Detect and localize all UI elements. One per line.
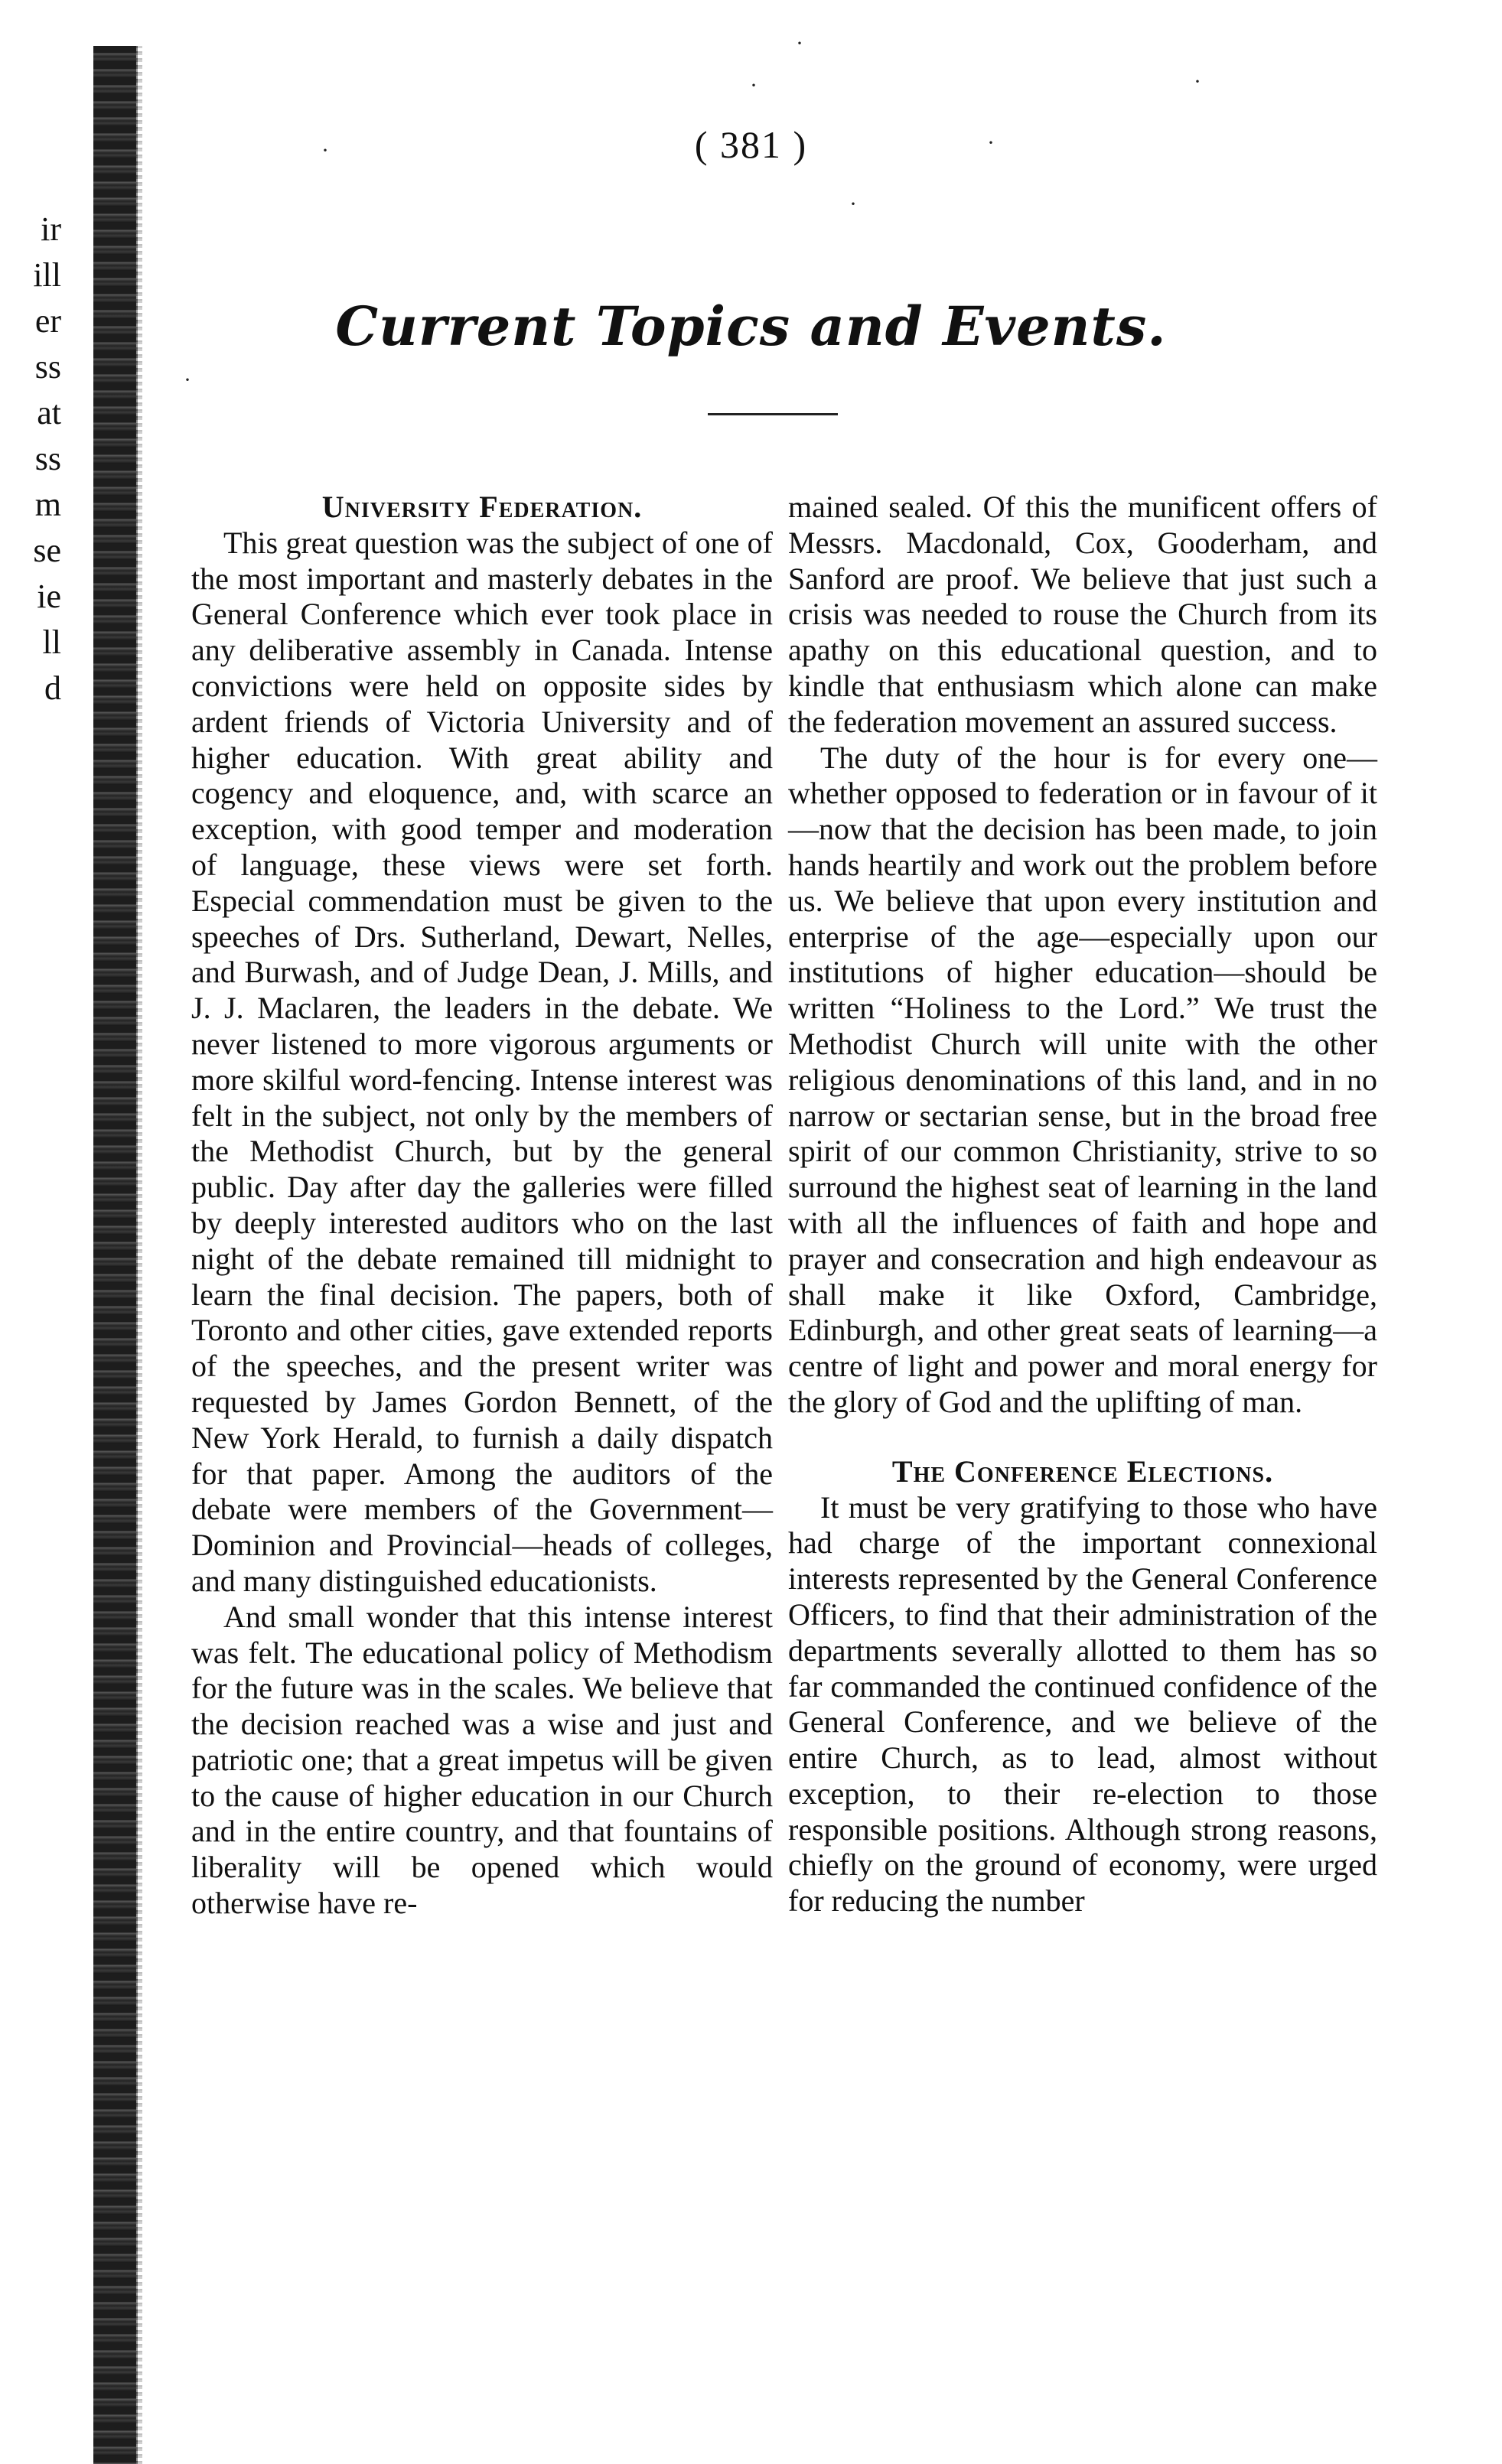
scanned-page: ir ill er ss at ss m se ie ll d · · · · · · · ( 381 ) Current Topics and Events. University Federation. This great question was the subject of one of the most important and masterly debates in the General Conference which ever took place in any deliberative assembly in Canada. Intense convictions were held on opposite sides by ardent friends of Victoria University and of higher education. With great ability and cogency and eloquence, and, with scarce an exception, with good temper and moderation of language, these views were set forth. Especial commendation must be given to the speeches of Drs. Sutherland, Dewart, Nelles, and Burwash, and of Judge Dean, J. Mills, and J. J. Maclaren, the leaders in the debate. We never listened to more vigorous arguments or more skilful word-fencing. Intense interest was felt in the subject, not only by the members of the Methodist Church, but by the general public. Day after day the galleries were filled by deeply interested auditors who on the last night of the debate remained till midnight to learn the final decision. The papers, both of Toronto and other cities, gave extended reports of the speeches, and the present writer was requested by James Gordon Bennett, of the New York Herald, to furnish a daily dispatch for that paper. Among the auditors of the debate were members of the Government—Dominion and Provincial—heads of colleges, and many distinguished educationists. And small wonder that this intense interest was felt. The educational policy of Methodism for the future was in the scales. We believe that the decision reached was a wise and just and patriotic one; that a great impetus will be given to the cause of higher education in our Church and in the entire country, and that fountains of liberality will be opened which would otherwise have re- mained sealed. Of this the munificent offers of Messrs. Macdonald, Cox, Gooderham, and Sanford are proof. We believe that just such a crisis was needed to rouse the Church from its apathy on this educational question, and to kindle that enthusiasm which alone can make the federation movement an assured success. The duty of the hour is for every one—whether opposed to federation or in favour of it—now that the decision has been made, to join hands heartily and work out the problem before us. We believe that upon every institution and enterprise of the age—especially upon our institutions of higher education—should be written “Holiness to the Lord.” We trust the Methodist Church will unite with the other religious denominations of this land, and in no narrow or sectarian sense, but in the broad free spirit of our common Christianity, strive to so surround the highest seat of learning in the land with all the influences of faith and hope and prayer and consecration and high endeavour as shall make it like Oxford, Cambridge, Edinburgh, and other great seats of learning—a centre of light and power and moral energy for the glory of God and the uplifting of man. The Conference Elections. It must be very gratifying to those who have had charge of the important connexional interests represented by the General Conference Officers, to find that their administration of the departments severally allotted to them has so far commanded the continued confidence of the General Conference, and we believe of the entire Church, as to lead, almost without exception, to their re-election to those responsible positions. Although strong reasons, chiefly on the ground of economy, were urged for reducing the number <box>0 0 1502 2464</box>
fragment-line: ss <box>34 440 61 477</box>
fragment-line: se <box>33 532 61 569</box>
fragment-line: m <box>34 486 61 523</box>
fragment-line: ie <box>37 578 61 615</box>
continued-paragraph: mained sealed. Of this the munificent offers of Messrs. Macdonald, Cox, Gooderham, and Sanford are proof. We believe that just such a crisis was needed to rouse the Church from its apathy on this educational question, and to kindle that enthusiasm which alone can make the federation movement an assured success. <box>788 490 1377 739</box>
body-paragraph: This great question was the subject of one of the most important and masterly debates in the General Conference which ever took place in any deliberative assembly in Canada. Intense convictions were held on opposite sides by ardent friends of Victoria University and of higher education. With great ability and cogency and eloquence, and, with scarce an exception, with good temper and moderation of language, these views were set forth. Especial commendation must be given to the speeches of Drs. Sutherland, Dewart, Nelles, and Burwash, and of Judge Dean, J. Mills, and J. J. Maclaren, the leaders in the debate. We never listened to more vigorous arguments or more skilful word-fencing. Intense interest was felt in the subject, not only by the members of the Methodist Church, but by the general public. Day after day the galleries were filled by deeply interested auditors who on the last night of the debate remained till midnight to learn the final decision. The papers, both of Toronto and other cities, gave extended reports of the speeches, and the present writer was requested by James Gordon Bennett, of the New York Herald, to furnish a daily dispatch for that paper. Among the auditors of the debate were members of the Government—Dominion and Provincial—heads of colleges, and many distinguished educationists. <box>191 525 773 1598</box>
section-title-university-federation: University Federation. <box>321 490 643 524</box>
page-number: ( 381 ) <box>694 123 808 166</box>
book-spine-shadow <box>93 46 138 2464</box>
section-title-conference-elections: The Conference Elections. <box>891 1453 1274 1489</box>
fragment-line: ll <box>42 623 61 661</box>
fragment-line: at <box>37 394 61 431</box>
left-column <box>191 490 773 1922</box>
fragment-line: d <box>44 669 61 707</box>
page-heading: Current Topics and Events. <box>335 295 1167 358</box>
body-paragraph: And small wonder that this intense interest was felt. The educational policy of Methodism for the future was in the scales. We believe that the decision reached was a wise and just and patriotic one; that a great impetus will be given to the cause of higher education in our Church and in the entire country, and that fountains of liberality will be opened which would otherwise have re- <box>191 1599 773 1921</box>
fragment-line: er <box>34 302 61 340</box>
fragment-line: ss <box>34 348 61 386</box>
body-paragraph: The duty of the hour is for every one—whether opposed to federation or in favour of it—now that the decision has been made, to join hands heartily and work out the problem before us. We believe that upon every institution and enterprise of the age—especially upon our institutions of higher education—should be written “Holiness to the Lord.” We trust the Methodist Church will unite with the other religious denominations of this land, and in no narrow or sectarian sense, but in the broad free spirit of our common Christianity, strive to so surround the highest seat of learning in the land with all the influences of faith and hope and prayer and consecration and high endeavour as shall make it like Oxford, Cambridge, Edinburgh, and other great seats of learning—a centre of light and power and moral energy for the glory of God and the uplifting of man. <box>788 740 1377 1419</box>
fragment-line: ir <box>41 210 61 248</box>
facing-page-fragments <box>0 207 84 711</box>
heading-rule <box>708 413 838 415</box>
fragment-line: ill <box>33 256 61 294</box>
right-column <box>788 490 1377 1919</box>
body-paragraph: It must be very gratifying to those who have had charge of the important connexional interests represented by the General Conference Officers, to find that their administration of the departments severally allotted to them has so far commanded the continued confidence of the General Conference, and we believe of the entire Church, as to lead, almost without exception, to their re-election to those responsible positions. Although strong reasons, chiefly on the ground of economy, were urged for reducing the number <box>788 1489 1377 1919</box>
